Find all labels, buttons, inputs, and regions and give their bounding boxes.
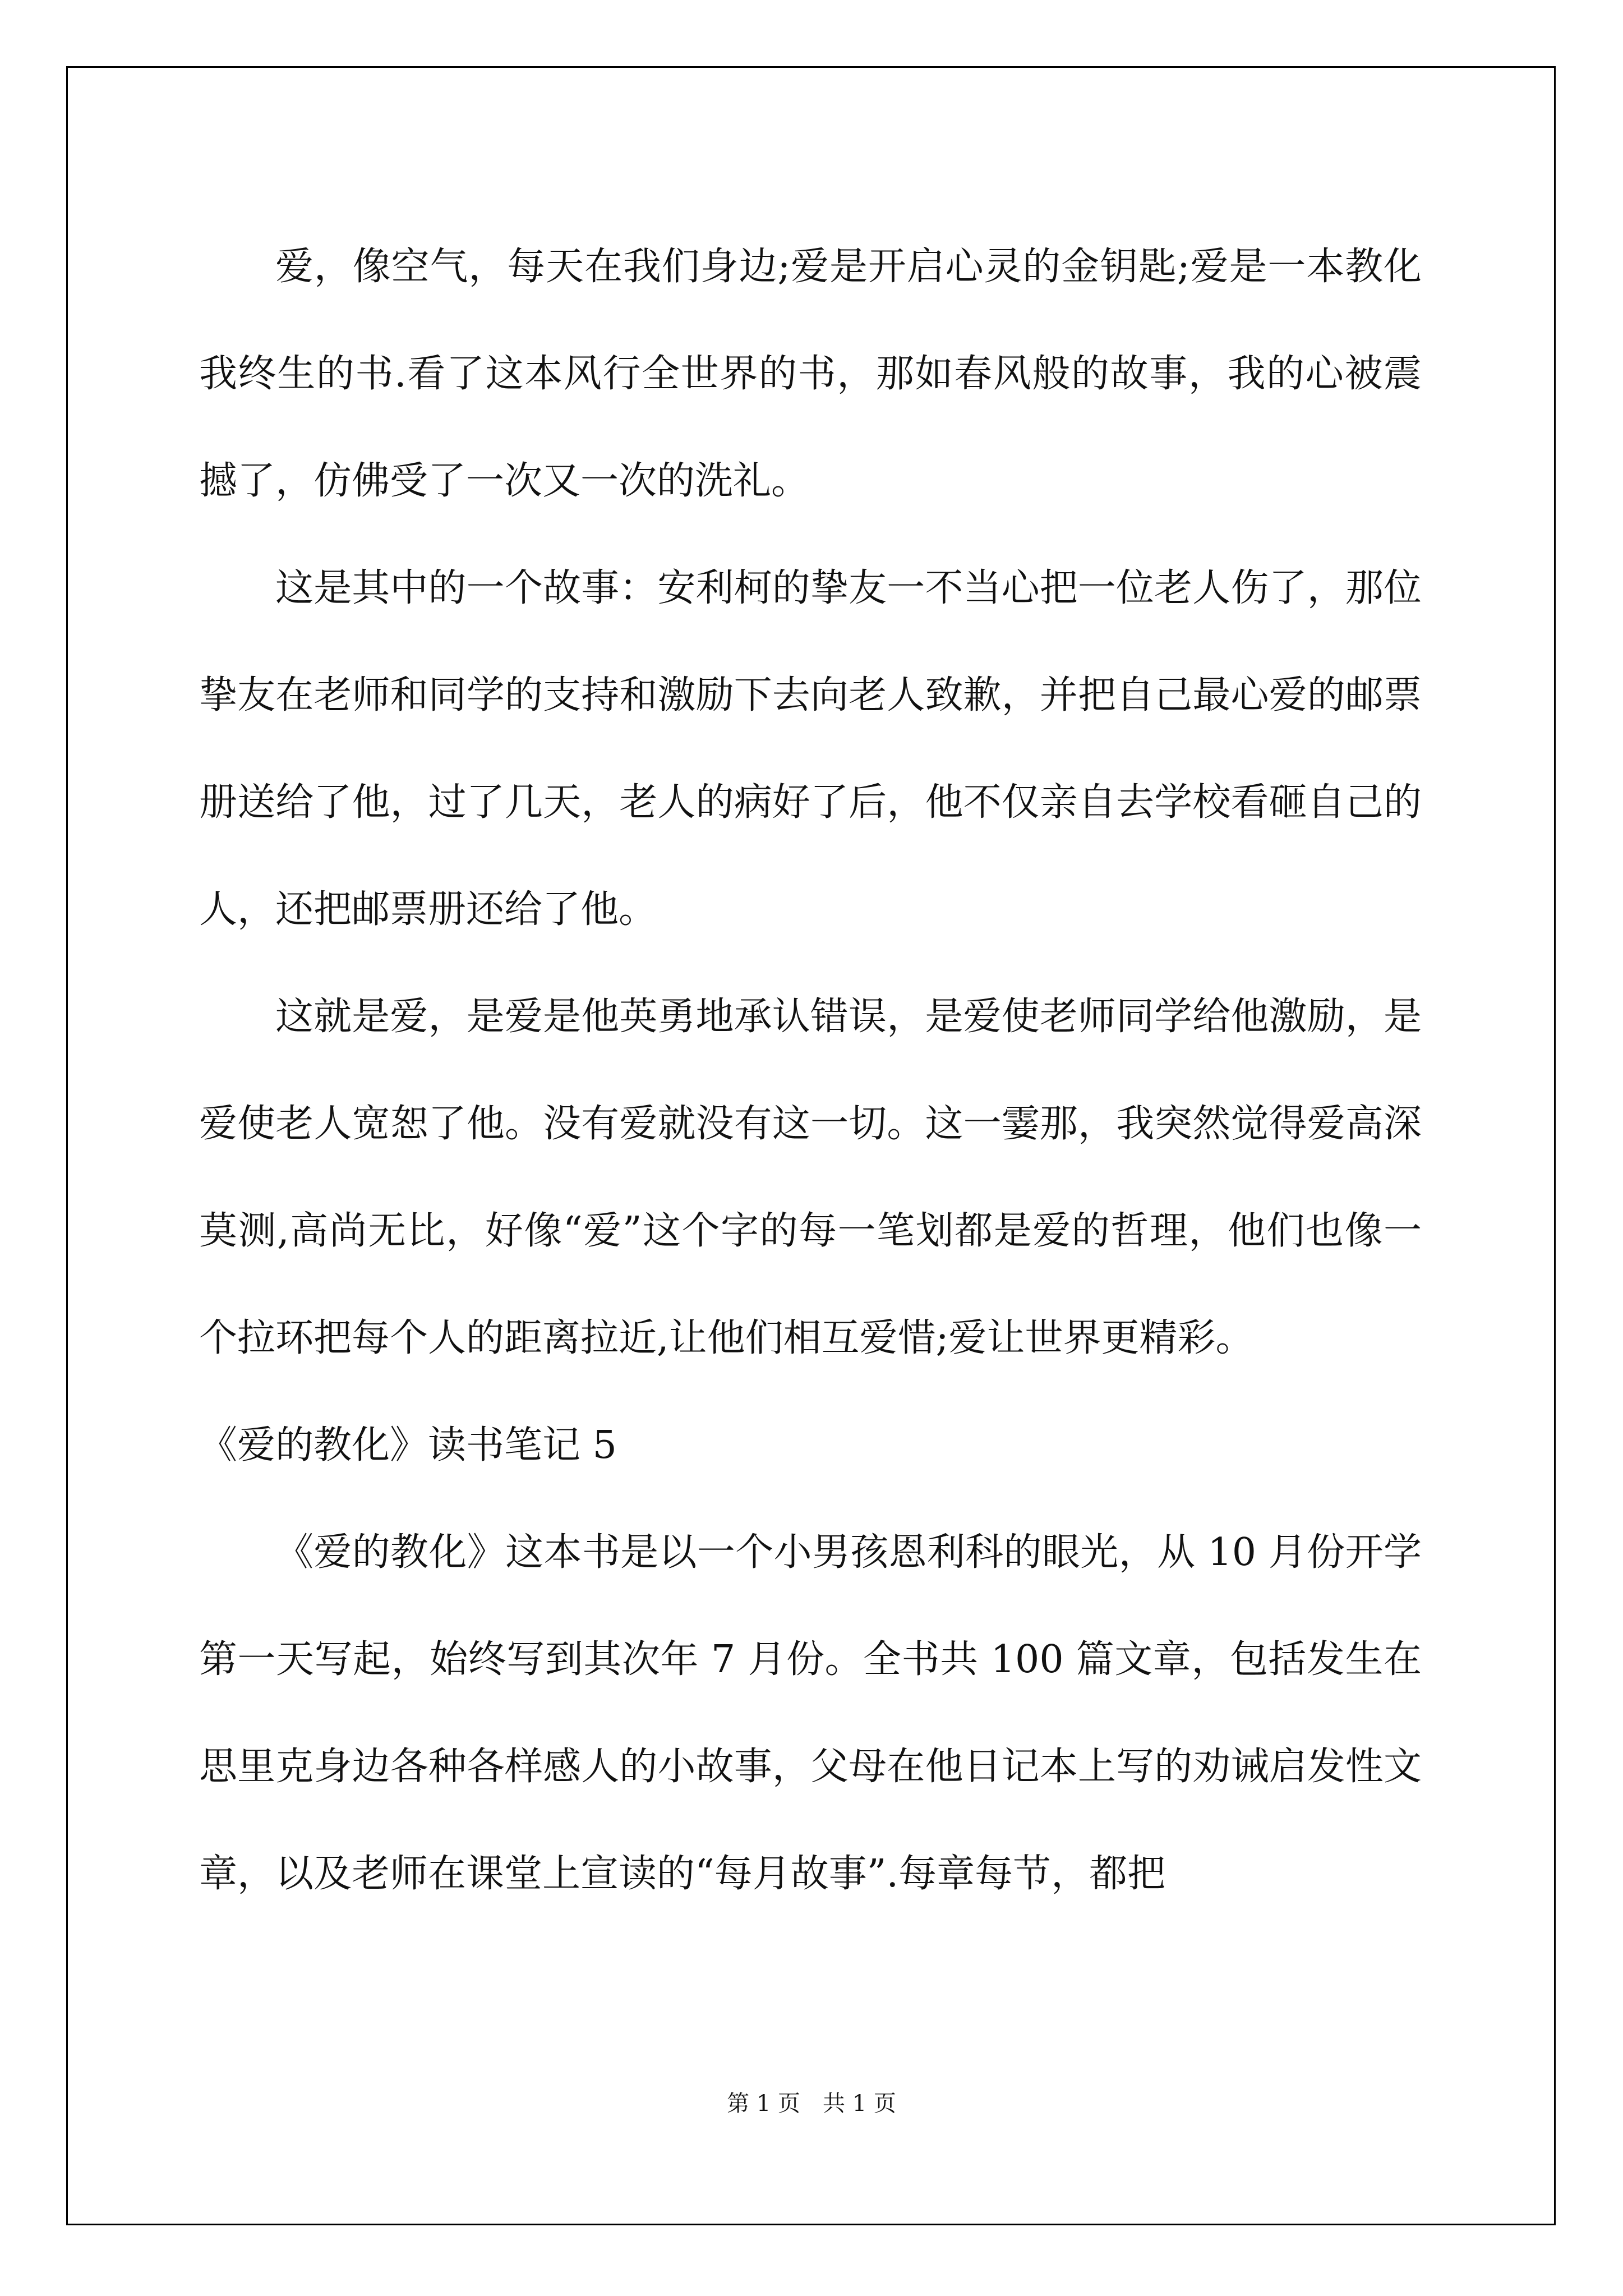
section-paragraph-1: 《爱的教化》这本书是以一个小男孩恩利科的眼光，从 10 月份开学第一天写起，始终写到其次年 7 月份。全书共 100 篇文章，包括发生在思里克身边各种各样感人的小故事，父母在他日记本上写的劝诫启发性文章，以及老师在课堂上宣读的“每月故事”.每章每节，都把 bbox=[199, 1530, 1422, 1896]
paragraph-2: 这是其中的一个故事：安利柯的挚友一不当心把一位老人伤了，那位挚友在老师和同学的支持和激励下去向老人致歉，并把自己最心爱的邮票册送给了他，过了几天，老人的病好了后，他不仅亲自去学校看砸自己的人，还把邮票册还给了他。 bbox=[199, 566, 1422, 932]
section-title: 《爱的教化》读书笔记 5 bbox=[199, 1423, 617, 1467]
document-body bbox=[199, 213, 1422, 1927]
paragraph-3: 这就是爱，是爱是他英勇地承认错误，是爱使老师同学给他激励，是爱使老人宽恕了他。没有爱就没有这一切。这一霎那，我突然觉得爱高深莫测,高尚无比，好像“爱”这个字的每一笔划都是爱的哲理，他们也像一个拉环把每个人的距离拉近,让他们相互爱惜;爱让世界更精彩。 bbox=[199, 995, 1422, 1360]
page-number-label: 第 1 页 共 1 页 bbox=[727, 2091, 896, 2116]
paragraph-1: 爱，像空气，每天在我们身边;爱是开启心灵的金钥匙;爱是一本教化我终生的书.看了这本风行全世界的书，那如春风般的故事，我的心被震撼了，仿佛受了一次又一次的洗礼。 bbox=[199, 245, 1422, 503]
page-footer bbox=[0, 2086, 1623, 2118]
